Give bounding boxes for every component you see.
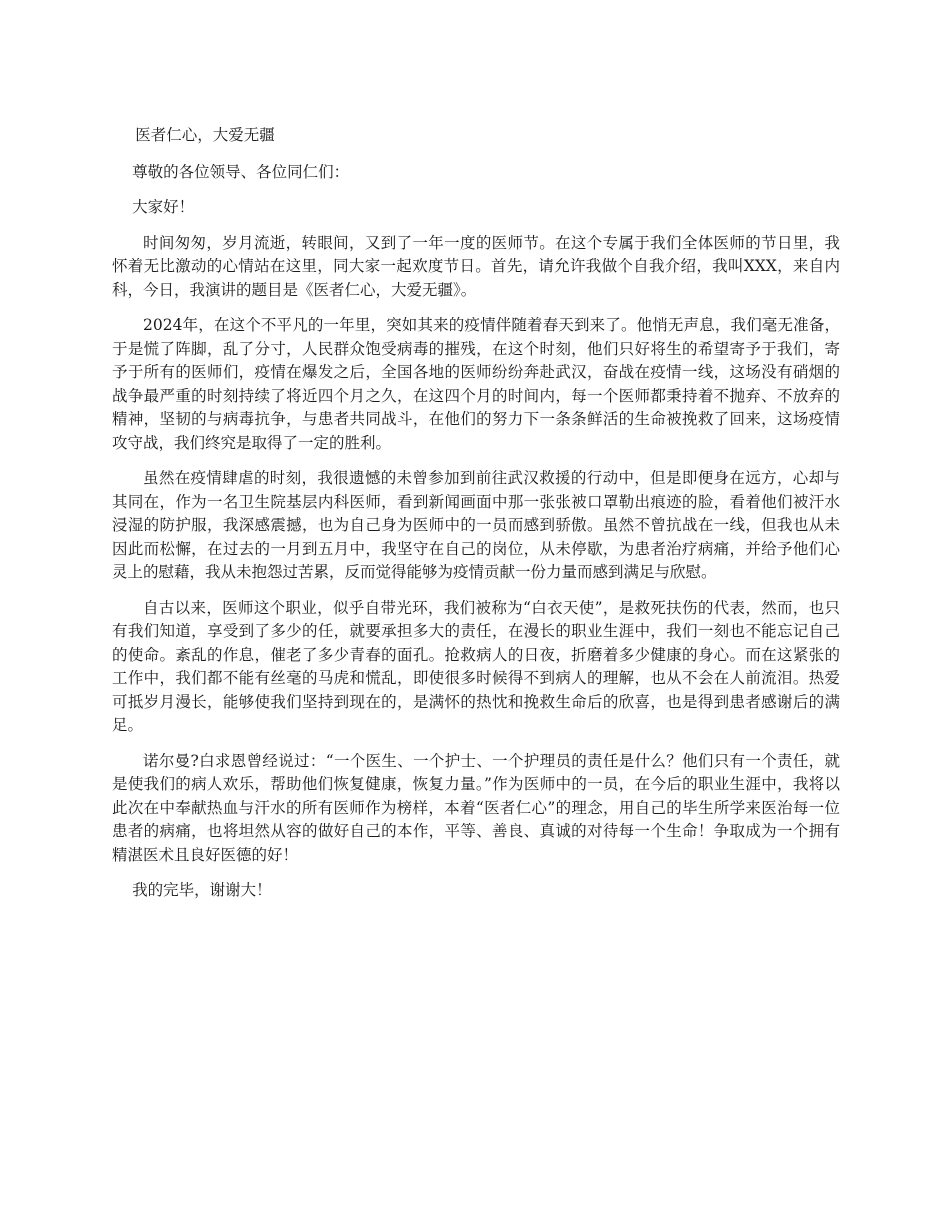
paragraph-profession: 自古以来，医师这个职业，似乎自带光环，我们被称为“白衣天使”，是救死扶伤的代表，然而，也只有我们知道，享受到了多少的任，就要承担多大的责任，在漫长的职业生涯中，我们一刻也不能忘记自己的使命。紊乱的作息，催老了多少青春的面孔。抢救病人的日夜，折磨着多少健康的身心。而在这紧张的工作中，我们都不能有丝毫的马虎和慌乱，即使很多时候得不到病人的理解，也从不会在人前流泪。热爱可抵岁月漫长，能够使我们坚持到现在的，是满怀的热忱和挽救生命后的欣喜，也是得到患者感谢后的满足。 <box>112 598 840 734</box>
paragraph-personal: 虽然在疫情肆虐的时刻，我很遗憾的未曾参加到前往武汉救援的行动中，但是即便身在远方，心却与其同在，作为一名卫生院基层内科医师，看到新闻画面中那一张张被口罩勒出痕迹的脸，看着他们被汗水浸湿的防护服，我深感震撼，也为自己身为医师中的一员而感到骄傲。虽然不曾抗战在一线，但我也从未因此而松懈，在过去的一月到五月中，我坚守在自己的岗位，从未停歇，为患者治疗病痛，并给予他们心灵上的慰藉，我从未抱怨过苦累，反而觉得能够为疫情贡献一份力量而感到满足与欣慰。 <box>112 469 840 581</box>
closing: 我的完毕，谢谢大！ <box>132 881 272 899</box>
document-title: 医者仁心，大爱无疆 <box>135 126 275 144</box>
document-page <box>112 124 840 915</box>
paragraph-epidemic: 2024年，在这个不平凡的一年里，突如其来的疫情伴随着春天到来了。他悄无声息，我们毫无准备，于是慌了阵脚，乱了分寸，人民群众饱受病毒的摧残，在这个时刻，他们只好将生的希望寄予于我们，寄予于所有的医师们，疫情在爆发之后，全国各地的医师纷纷奔赴武汉，奋战在疫情一线，这场没有硝烟的战争最严重的时刻持续了将近四个月之久，在这四个月的时间内，每一个医师都秉持着不抛弃、不放弃的精神，坚韧的与病毒抗争，与患者共同战斗，在他们的努力下一条条鲜活的生命被挽救了回来，这场疫情攻守战，我们终究是取得了一定的胜利。 <box>112 316 840 452</box>
paragraph-intro: 时间匆匆，岁月流逝，转眼间，又到了一年一度的医师节。在这个专属于我们全体医师的节日里，我怀着无比激动的心情站在这里，同大家一起欢度节日。首先，请允许我做个自我介绍，我叫XXX，来自内科，今日，我演讲的题目是《医者仁心，大爱无疆》。 <box>112 233 840 299</box>
greeting: 大家好！ <box>132 198 195 216</box>
paragraph-bethune: 诺尔曼?白求恩曾经说过：“一个医生、一个护士、一个护理员的责任是什么？他们只有一个责任，就是使我们的病人欢乐，帮助他们恢复健康，恢复力量。”作为医师中的一员，在今后的职业生涯中，我将以此次在中奉献热血与汗水的所有医师作为榜样，本着“医者仁心”的理念，用自己的毕生所学来医治每一位患者的病痛，也将坦然从容的做好自己的本作，平等、善良、真诚的对待每一个生命！争取成为一个拥有精湛医术且良好医德的好！ <box>112 751 840 864</box>
salutation: 尊敬的各位领导、各位同仁们： <box>132 162 350 181</box>
